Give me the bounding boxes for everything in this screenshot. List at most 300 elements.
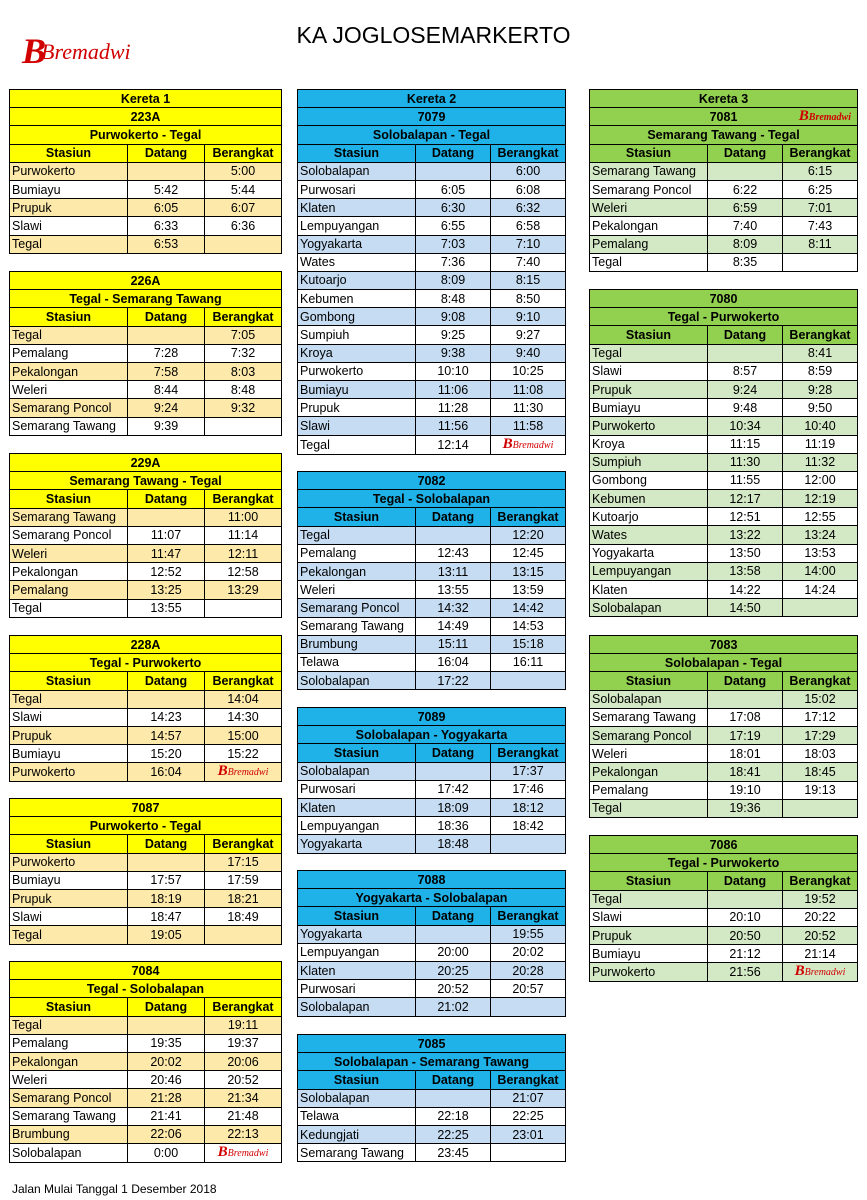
col-header-berangkat: Berangkat bbox=[783, 144, 858, 162]
departure-time: 8:59 bbox=[783, 362, 858, 380]
arrival-time: 12:52 bbox=[128, 563, 205, 581]
arrival-time: 13:25 bbox=[128, 581, 205, 599]
arrival-time: 9:38 bbox=[416, 344, 491, 362]
timetable-226A bbox=[9, 271, 282, 436]
station-name: Semarang Tawang bbox=[298, 617, 416, 635]
station-name: Tegal bbox=[298, 435, 416, 454]
departure-time bbox=[783, 963, 858, 982]
table-row bbox=[590, 344, 858, 362]
station-name: Semarang Poncol bbox=[10, 526, 128, 544]
arrival-time: 20:50 bbox=[708, 926, 783, 944]
departure-time: 20:28 bbox=[491, 961, 566, 979]
arrival-time bbox=[128, 508, 205, 526]
table-row bbox=[10, 889, 282, 907]
brand-stamp: BBremadwi bbox=[217, 1143, 269, 1160]
train-route: Tegal - Purwokerto bbox=[590, 854, 858, 872]
departure-time: 21:34 bbox=[205, 1089, 282, 1107]
col-header-datang: Datang bbox=[128, 835, 205, 853]
departure-time bbox=[491, 835, 566, 853]
col-header-stasiun: Stasiun bbox=[590, 872, 708, 890]
arrival-time: 13:22 bbox=[708, 526, 783, 544]
table-row bbox=[590, 399, 858, 417]
table-row bbox=[590, 490, 858, 508]
col-header-datang: Datang bbox=[416, 744, 491, 762]
arrival-time: 13:55 bbox=[416, 581, 491, 599]
station-name: Pekalongan bbox=[298, 562, 416, 580]
arrival-time: 7:58 bbox=[128, 362, 205, 380]
table-row bbox=[590, 180, 858, 198]
arrival-time: 21:28 bbox=[128, 1089, 205, 1107]
station-name: Pemalang bbox=[590, 235, 708, 253]
table-row bbox=[298, 1089, 566, 1107]
station-name: Slawi bbox=[10, 708, 128, 726]
col-header-berangkat: Berangkat bbox=[491, 1071, 566, 1089]
departure-time: 15:02 bbox=[783, 690, 858, 708]
col-header-berangkat: Berangkat bbox=[491, 144, 566, 162]
train-route: Tegal - Solobalapan bbox=[10, 980, 282, 998]
arrival-time: 14:57 bbox=[128, 726, 205, 744]
station-name: Semarang Tawang bbox=[590, 162, 708, 180]
arrival-time: 13:55 bbox=[128, 599, 205, 617]
table-row bbox=[10, 399, 282, 417]
col-header-stasiun: Stasiun bbox=[590, 672, 708, 690]
arrival-time: 6:55 bbox=[416, 217, 491, 235]
table-row bbox=[10, 1125, 282, 1143]
column-header-row bbox=[10, 835, 282, 853]
station-name: Kutoarjo bbox=[590, 508, 708, 526]
station-name: Prupuk bbox=[10, 199, 128, 217]
station-name: Pekalongan bbox=[10, 563, 128, 581]
arrival-time: 16:04 bbox=[128, 763, 205, 782]
table-row bbox=[590, 435, 858, 453]
arrival-time: 7:40 bbox=[708, 217, 783, 235]
station-name: Tegal bbox=[590, 253, 708, 271]
col-header-datang: Datang bbox=[708, 326, 783, 344]
brand-logo: BBremadwi bbox=[22, 31, 131, 71]
departure-time: 15:00 bbox=[205, 726, 282, 744]
table-row bbox=[590, 581, 858, 599]
arrival-time: 8:09 bbox=[416, 271, 491, 289]
departure-time: 9:32 bbox=[205, 399, 282, 417]
table-row bbox=[590, 799, 858, 817]
col-header-datang: Datang bbox=[416, 1071, 491, 1089]
station-name: Bumiayu bbox=[10, 871, 128, 889]
table-row bbox=[10, 162, 282, 180]
arrival-time: 12:51 bbox=[708, 508, 783, 526]
column-header-row bbox=[10, 490, 282, 508]
train-route: Tegal - Solobalapan bbox=[298, 490, 566, 508]
col-header-stasiun: Stasiun bbox=[298, 508, 416, 526]
table-row bbox=[298, 635, 566, 653]
departure-time bbox=[205, 417, 282, 435]
column-header-row bbox=[10, 998, 282, 1016]
departure-time: 17:12 bbox=[783, 708, 858, 726]
departure-time: 13:15 bbox=[491, 562, 566, 580]
train-number: 7084 bbox=[10, 962, 282, 980]
arrival-time bbox=[416, 762, 491, 780]
table-row bbox=[10, 690, 282, 708]
arrival-time: 7:28 bbox=[128, 344, 205, 362]
departure-time: 8:03 bbox=[205, 362, 282, 380]
departure-time: 10:25 bbox=[491, 362, 566, 380]
table-row bbox=[298, 290, 566, 308]
table-row bbox=[10, 508, 282, 526]
arrival-time: 18:47 bbox=[128, 908, 205, 926]
train-route: Semarang Tawang - Tegal bbox=[10, 472, 282, 490]
table-row bbox=[298, 998, 566, 1016]
station-name: Prupuk bbox=[10, 726, 128, 744]
table-row bbox=[10, 1089, 282, 1107]
station-name: Purwokerto bbox=[10, 162, 128, 180]
arrival-time: 11:07 bbox=[128, 526, 205, 544]
station-name: Purwokerto bbox=[590, 963, 708, 982]
timetable-7086 bbox=[589, 835, 858, 982]
table-row bbox=[298, 1144, 566, 1162]
page-title: KA JOGLOSEMARKERTO bbox=[296, 22, 571, 48]
departure-time: 8:41 bbox=[783, 344, 858, 362]
arrival-time: 17:08 bbox=[708, 708, 783, 726]
col-header-stasiun: Stasiun bbox=[590, 144, 708, 162]
table-row bbox=[298, 253, 566, 271]
col-header-berangkat: Berangkat bbox=[491, 907, 566, 925]
train-number: 7088 bbox=[298, 871, 566, 889]
departure-time: 11:32 bbox=[783, 453, 858, 471]
train-route: Semarang Tawang - Tegal bbox=[590, 126, 858, 144]
col-header-berangkat: Berangkat bbox=[783, 672, 858, 690]
table-row bbox=[298, 217, 566, 235]
table-row bbox=[10, 199, 282, 217]
station-name: Pemalang bbox=[10, 344, 128, 362]
table-row bbox=[590, 708, 858, 726]
departure-time: 8:11 bbox=[783, 235, 858, 253]
departure-time bbox=[491, 1144, 566, 1162]
station-name: Semarang Tawang bbox=[590, 708, 708, 726]
table-row bbox=[590, 890, 858, 908]
station-name: Pemalang bbox=[10, 1034, 128, 1052]
arrival-time: 15:11 bbox=[416, 635, 491, 653]
table-row bbox=[590, 199, 858, 217]
departure-time: 14:42 bbox=[491, 599, 566, 617]
timetable-223A bbox=[9, 89, 282, 254]
arrival-time: 9:25 bbox=[416, 326, 491, 344]
station-name: Solobalapan bbox=[298, 1089, 416, 1107]
station-name: Prupuk bbox=[10, 889, 128, 907]
station-name: Bumiayu bbox=[590, 945, 708, 963]
departure-time: 9:28 bbox=[783, 380, 858, 398]
arrival-time: 21:12 bbox=[708, 945, 783, 963]
departure-time: 21:48 bbox=[205, 1107, 282, 1125]
departure-time: 20:52 bbox=[205, 1071, 282, 1089]
column-header-row bbox=[10, 308, 282, 326]
station-name: Weleri bbox=[298, 581, 416, 599]
arrival-time bbox=[128, 1016, 205, 1034]
arrival-time bbox=[708, 162, 783, 180]
departure-time bbox=[205, 235, 282, 253]
arrival-time: 15:20 bbox=[128, 745, 205, 763]
col-header-datang: Datang bbox=[708, 672, 783, 690]
departure-time: 9:27 bbox=[491, 326, 566, 344]
col-header-berangkat: Berangkat bbox=[491, 744, 566, 762]
table-row bbox=[298, 599, 566, 617]
table-row bbox=[298, 326, 566, 344]
departure-time: 12:45 bbox=[491, 544, 566, 562]
arrival-time: 8:35 bbox=[708, 253, 783, 271]
col-header-datang: Datang bbox=[416, 508, 491, 526]
arrival-time: 22:25 bbox=[416, 1125, 491, 1143]
departure-time: 11:08 bbox=[491, 381, 566, 399]
station-name: Tegal bbox=[590, 344, 708, 362]
departure-time bbox=[205, 763, 282, 782]
arrival-time: 10:10 bbox=[416, 362, 491, 380]
arrival-time: 22:18 bbox=[416, 1107, 491, 1125]
station-name: Brumbung bbox=[10, 1125, 128, 1143]
arrival-time: 13:11 bbox=[416, 562, 491, 580]
train-route: Solobalapan - Tegal bbox=[298, 126, 566, 144]
arrival-time: 20:52 bbox=[416, 980, 491, 998]
departure-time: 12:20 bbox=[491, 526, 566, 544]
station-name: Pekalongan bbox=[10, 362, 128, 380]
station-name: Telawa bbox=[298, 1107, 416, 1125]
table-row bbox=[10, 1052, 282, 1070]
station-name: Slawi bbox=[10, 908, 128, 926]
station-name: Semarang Poncol bbox=[10, 399, 128, 417]
arrival-time: 14:22 bbox=[708, 581, 783, 599]
station-name: Lempuyangan bbox=[298, 943, 416, 961]
departure-time: 11:19 bbox=[783, 435, 858, 453]
table-row bbox=[590, 562, 858, 580]
col-header-datang: Datang bbox=[416, 144, 491, 162]
table-row bbox=[10, 1143, 282, 1162]
arrival-time: 8:48 bbox=[416, 290, 491, 308]
station-name: Pemalang bbox=[590, 781, 708, 799]
departure-time: 11:58 bbox=[491, 417, 566, 435]
station-name: Telawa bbox=[298, 653, 416, 671]
col-header-datang: Datang bbox=[416, 907, 491, 925]
departure-time: 17:46 bbox=[491, 780, 566, 798]
departure-time: 7:01 bbox=[783, 199, 858, 217]
table-row bbox=[298, 399, 566, 417]
train-number: 229A bbox=[10, 454, 282, 472]
table-row bbox=[10, 1107, 282, 1125]
station-name: Gombong bbox=[590, 471, 708, 489]
station-name: Tegal bbox=[10, 599, 128, 617]
departure-time: 17:29 bbox=[783, 726, 858, 744]
departure-time: 6:07 bbox=[205, 199, 282, 217]
brand-stamp: BBremadwi bbox=[502, 435, 554, 452]
station-name: Tegal bbox=[590, 890, 708, 908]
table-row bbox=[298, 199, 566, 217]
brand-stamp: BBremadwi bbox=[217, 763, 269, 780]
station-name: Weleri bbox=[590, 745, 708, 763]
table-row bbox=[590, 362, 858, 380]
table-row bbox=[590, 963, 858, 982]
departure-time: 19:13 bbox=[783, 781, 858, 799]
arrival-time: 9:24 bbox=[128, 399, 205, 417]
column-header-row bbox=[590, 144, 858, 162]
station-name: Semarang Poncol bbox=[590, 726, 708, 744]
table-row bbox=[10, 581, 282, 599]
departure-time: 6:32 bbox=[491, 199, 566, 217]
arrival-time: 19:10 bbox=[708, 781, 783, 799]
timetable-7085 bbox=[297, 1034, 566, 1162]
station-name: Semarang Poncol bbox=[298, 599, 416, 617]
arrival-time: 14:23 bbox=[128, 708, 205, 726]
arrival-time: 17:19 bbox=[708, 726, 783, 744]
departure-time: 17:15 bbox=[205, 853, 282, 871]
arrival-time: 6:05 bbox=[416, 180, 491, 198]
table-row bbox=[298, 162, 566, 180]
station-name: Lempuyangan bbox=[298, 217, 416, 235]
station-name: Wates bbox=[298, 253, 416, 271]
train-number: 7089 bbox=[298, 708, 566, 726]
departure-time: 21:07 bbox=[491, 1089, 566, 1107]
brand-stamp-text: Bremadwi bbox=[512, 439, 554, 451]
arrival-time: 6:30 bbox=[416, 199, 491, 217]
station-name: Tegal bbox=[10, 926, 128, 944]
departure-time: 7:32 bbox=[205, 344, 282, 362]
arrival-time bbox=[128, 853, 205, 871]
departure-time: 19:11 bbox=[205, 1016, 282, 1034]
arrival-time: 21:41 bbox=[128, 1107, 205, 1125]
arrival-time bbox=[416, 1089, 491, 1107]
table-row bbox=[298, 762, 566, 780]
timetable-7083 bbox=[589, 635, 858, 818]
table-row bbox=[10, 908, 282, 926]
table-row bbox=[10, 235, 282, 253]
arrival-time: 16:04 bbox=[416, 653, 491, 671]
station-name: Pekalongan bbox=[10, 1052, 128, 1070]
train-route: Tegal - Semarang Tawang bbox=[10, 290, 282, 308]
arrival-time: 9:39 bbox=[128, 417, 205, 435]
timetable-7087 bbox=[9, 798, 282, 945]
col-header-berangkat: Berangkat bbox=[783, 872, 858, 890]
train-route: Yogyakarta - Solobalapan bbox=[298, 889, 566, 907]
station-name: Solobalapan bbox=[298, 672, 416, 690]
table-row bbox=[10, 180, 282, 198]
table-row bbox=[10, 708, 282, 726]
station-name: Kebumen bbox=[590, 490, 708, 508]
table-row bbox=[298, 961, 566, 979]
arrival-time: 6:59 bbox=[708, 199, 783, 217]
station-name: Sumpiuh bbox=[298, 326, 416, 344]
col-header-datang: Datang bbox=[708, 872, 783, 890]
departure-time bbox=[491, 998, 566, 1016]
station-name: Sumpiuh bbox=[590, 453, 708, 471]
station-name: Solobalapan bbox=[298, 162, 416, 180]
train-number: 7087 bbox=[10, 799, 282, 817]
table-row bbox=[298, 562, 566, 580]
station-name: Tegal bbox=[10, 690, 128, 708]
arrival-time: 23:45 bbox=[416, 1144, 491, 1162]
station-name: Kutoarjo bbox=[298, 271, 416, 289]
arrival-time: 20:02 bbox=[128, 1052, 205, 1070]
station-name: Pemalang bbox=[298, 544, 416, 562]
arrival-time: 9:24 bbox=[708, 380, 783, 398]
station-name: Purwokerto bbox=[10, 763, 128, 782]
col-header-stasiun: Stasiun bbox=[298, 744, 416, 762]
station-name: Kebumen bbox=[298, 290, 416, 308]
column-header-row bbox=[590, 872, 858, 890]
departure-time: 18:49 bbox=[205, 908, 282, 926]
departure-time: 19:52 bbox=[783, 890, 858, 908]
departure-time: 11:14 bbox=[205, 526, 282, 544]
timetable-7081 bbox=[589, 89, 858, 272]
station-name: Slawi bbox=[590, 362, 708, 380]
station-name: Bumiayu bbox=[10, 745, 128, 763]
station-name: Pemalang bbox=[10, 581, 128, 599]
arrival-time: 18:48 bbox=[416, 835, 491, 853]
station-name: Bumiayu bbox=[590, 399, 708, 417]
departure-time: 12:00 bbox=[783, 471, 858, 489]
table-row bbox=[590, 726, 858, 744]
train-route: Purwokerto - Tegal bbox=[10, 126, 282, 144]
station-name: Yogyakarta bbox=[590, 544, 708, 562]
brand-logo-text: Bremadwi bbox=[41, 39, 131, 64]
station-name: Semarang Tawang bbox=[298, 1144, 416, 1162]
arrival-time: 18:41 bbox=[708, 763, 783, 781]
station-name: Tegal bbox=[298, 526, 416, 544]
col-header-berangkat: Berangkat bbox=[205, 144, 282, 162]
station-name: Purwosari bbox=[298, 780, 416, 798]
table-row bbox=[298, 653, 566, 671]
timetable-7082 bbox=[297, 471, 566, 690]
table-row bbox=[10, 871, 282, 889]
timetable-7089 bbox=[297, 707, 566, 854]
departure-time: 18:12 bbox=[491, 798, 566, 816]
departure-time: 23:01 bbox=[491, 1125, 566, 1143]
station-name: Brumbung bbox=[298, 635, 416, 653]
arrival-time: 8:57 bbox=[708, 362, 783, 380]
column-header-row bbox=[298, 907, 566, 925]
arrival-time: 11:06 bbox=[416, 381, 491, 399]
departure-time bbox=[205, 926, 282, 944]
table-row bbox=[298, 381, 566, 399]
station-name: Bumiayu bbox=[298, 381, 416, 399]
table-row bbox=[298, 943, 566, 961]
train-number: 7080 bbox=[590, 290, 858, 308]
table-row bbox=[298, 235, 566, 253]
departure-time: 12:19 bbox=[783, 490, 858, 508]
station-name: Klaten bbox=[590, 581, 708, 599]
departure-time: 18:45 bbox=[783, 763, 858, 781]
departure-time: 14:53 bbox=[491, 617, 566, 635]
arrival-time bbox=[128, 326, 205, 344]
station-name: Weleri bbox=[590, 199, 708, 217]
train-route: Tegal - Purwokerto bbox=[590, 308, 858, 326]
station-name: Solobalapan bbox=[10, 1143, 128, 1162]
station-name: Tegal bbox=[10, 1016, 128, 1034]
column-header-row bbox=[10, 672, 282, 690]
departure-time: 8:50 bbox=[491, 290, 566, 308]
departure-time: 18:03 bbox=[783, 745, 858, 763]
arrival-time bbox=[128, 690, 205, 708]
col-header-berangkat: Berangkat bbox=[491, 508, 566, 526]
table-row bbox=[10, 1034, 282, 1052]
table-row bbox=[590, 471, 858, 489]
col-header-stasiun: Stasiun bbox=[10, 308, 128, 326]
train-route: Solobalapan - Yogyakarta bbox=[298, 726, 566, 744]
table-row bbox=[10, 1016, 282, 1034]
brand-stamp-text: Bremadwi bbox=[227, 1147, 269, 1159]
station-name: Semarang Tawang bbox=[10, 508, 128, 526]
departure-time: 8:15 bbox=[491, 271, 566, 289]
arrival-time bbox=[708, 890, 783, 908]
departure-time bbox=[783, 599, 858, 617]
departure-time: 14:30 bbox=[205, 708, 282, 726]
departure-time: 17:59 bbox=[205, 871, 282, 889]
station-name: Klaten bbox=[298, 798, 416, 816]
train-number: 223A bbox=[10, 108, 282, 126]
